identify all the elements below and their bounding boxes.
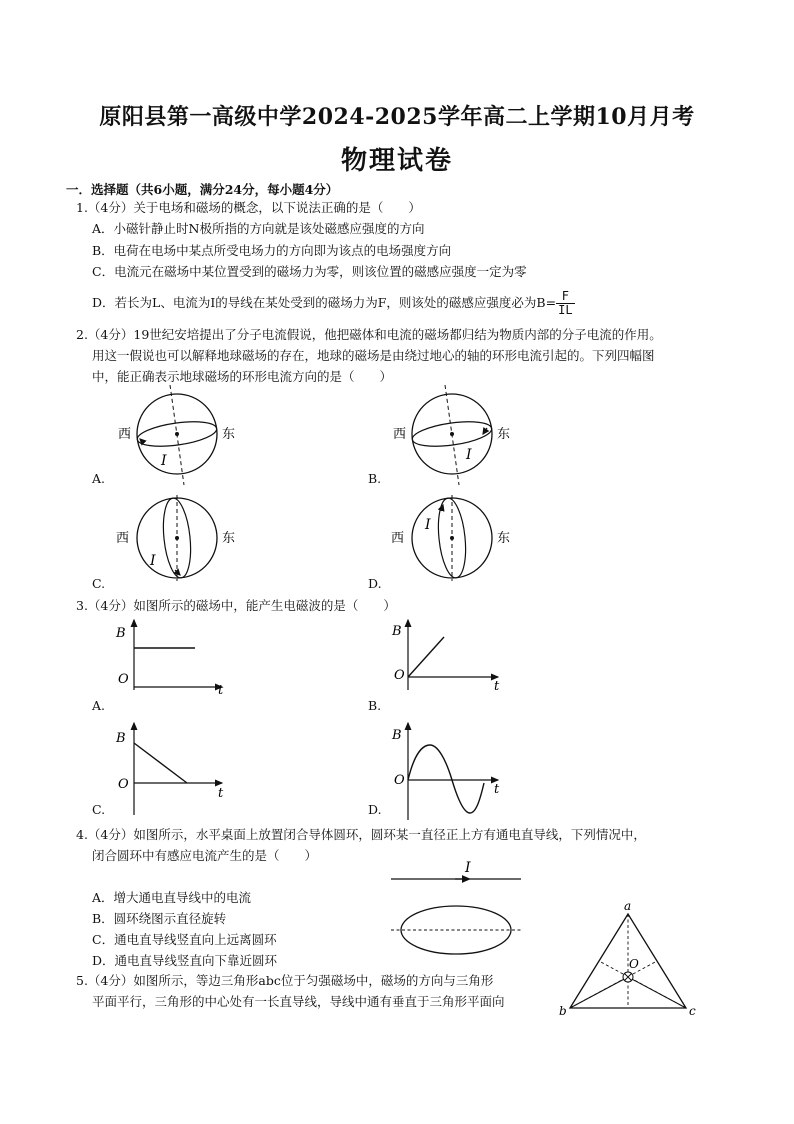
section-heading: 一．选择题（共6小题，满分24分，每小题4分）	[66, 182, 339, 197]
globe-d-current: I	[425, 517, 431, 533]
q2-option-b-label: B.	[368, 471, 382, 486]
conducting-ring	[401, 906, 511, 954]
q2-stem-line3: 中，能正确表示地球磁场的环形电流方向的是（ ）	[92, 369, 393, 384]
globe-d	[391, 495, 510, 581]
wire-current-label: I	[465, 860, 471, 876]
graph-a-y-label: B	[116, 626, 126, 641]
globe-b-current: I	[466, 447, 472, 463]
q3-option-c-label: C.	[92, 802, 106, 817]
q3-option-b-label: B.	[368, 698, 382, 713]
exam-subject: 物理试卷	[340, 146, 453, 176]
exam-title: 原阳县第一高级中学2024-2025学年高二上学期10月月考	[99, 104, 695, 130]
graph-c-x-label: t	[218, 786, 224, 801]
graph-d-origin: O	[394, 773, 405, 788]
graph-a	[115, 620, 224, 698]
globe-d-west: 西	[391, 531, 405, 546]
graph-c-origin: O	[118, 777, 129, 792]
fraction-numerator: F	[556, 290, 574, 304]
center-o: O	[629, 957, 639, 971]
q2-stem-line1: 2.（4分）19世纪安培提出了分子电流假说，他把磁体和电流的磁场都归结为物质内部的分子电流的作用。	[76, 327, 662, 342]
graph-c	[115, 723, 224, 815]
q5-stem-line1: 5.（4分）如图所示，等边三角形abc位于匀强磁场中，磁场的方向与三角形	[76, 973, 494, 988]
q4-stem-line2: 闭合圆环中有感应电流产生的是（ ）	[92, 848, 318, 863]
graph-a-origin: O	[118, 672, 129, 687]
graph-b-x-label: t	[494, 679, 500, 694]
globe-b-east: 东	[497, 427, 511, 442]
globe-a	[118, 385, 235, 485]
wire-into-page-icon	[623, 972, 633, 982]
q2-option-a-label: A.	[92, 471, 106, 486]
globe-c-east: 东	[222, 531, 236, 546]
q2-option-d-label: D.	[368, 576, 382, 591]
q4-option-d: D．通电直导线竖直向下靠近圆环	[92, 953, 278, 968]
q3-stem: 3.（4分）如图所示的磁场中，能产生电磁波的是（ ）	[76, 598, 396, 613]
globe-a-west: 西	[118, 427, 132, 442]
vertex-b: b	[559, 1004, 567, 1018]
globe-a-east: 东	[222, 427, 236, 442]
graph-c-y-label: B	[116, 731, 126, 746]
q3-option-a-label: A.	[92, 698, 106, 713]
q5-stem-line2: 平面平行，三角形的中心处有一长直导线，导线中通有垂直于三角形平面向	[92, 994, 505, 1009]
globe-a-current: I	[161, 453, 167, 469]
q1-option-c: C．电流元在磁场中某位置受到的磁场力为零，则该位置的磁感应强度一定为零	[92, 264, 527, 279]
q1-option-b: B．电荷在电场中某点所受电场力的方向即为该点的电场强度方向	[92, 243, 452, 258]
q4-ring-figure	[385, 858, 530, 968]
fraction-denominator: IL	[558, 303, 573, 317]
globe-d-east: 东	[497, 531, 511, 546]
q1-option-d-text: D．若长为L、电流为I的导线在某处受到的磁场力为F，则该处的磁感应强度必为B=	[92, 295, 557, 310]
q1-option-d	[92, 290, 575, 317]
graph-a-x-label: t	[218, 683, 224, 698]
graph-d-x-label: t	[494, 782, 500, 797]
q1-formula-fraction	[556, 290, 574, 317]
q1-stem: 1.（4分）关于电场和磁场的概念，以下说法正确的是（ ）	[76, 200, 421, 215]
graph-b	[391, 620, 500, 694]
graph-b-y-label: B	[392, 624, 402, 639]
globe-b	[393, 385, 510, 485]
q3-option-d-label: D.	[368, 802, 382, 817]
q4-option-c: C．通电直导线竖直向上远离圆环	[92, 932, 277, 947]
q1-option-a: A．小磁针静止时N极所指的方向就是该处磁感应强度的方向	[92, 221, 425, 236]
q4-option-b: B．圆环绕图示直径旋转	[92, 911, 227, 926]
q5-triangle-figure	[555, 898, 705, 1022]
q4-option-a: A．增大通电直导线中的电流	[92, 890, 252, 905]
globe-c	[116, 495, 235, 581]
vertex-c: c	[689, 1004, 696, 1018]
globe-c-current: I	[150, 553, 156, 569]
q3-graph-figures	[100, 615, 520, 825]
q2-stem-line2: 用这一假说也可以解释地球磁场的存在，地球的磁场是由绕过地心的轴的环形电流引起的。下列四幅图	[92, 348, 655, 363]
vertex-a: a	[624, 899, 632, 913]
globe-b-west: 西	[393, 427, 407, 442]
q2-option-c-label: C.	[92, 576, 106, 591]
graph-d	[391, 723, 500, 820]
q2-globe-figures	[100, 385, 700, 595]
globe-c-west: 西	[116, 531, 130, 546]
graph-d-y-label: B	[392, 728, 402, 743]
q4-stem-line1: 4.（4分）如图所示，水平桌面上放置闭合导体圆环，圆环某一直径正上方有通电直导线，下列情况中，	[76, 827, 646, 842]
graph-b-origin: O	[394, 668, 405, 683]
